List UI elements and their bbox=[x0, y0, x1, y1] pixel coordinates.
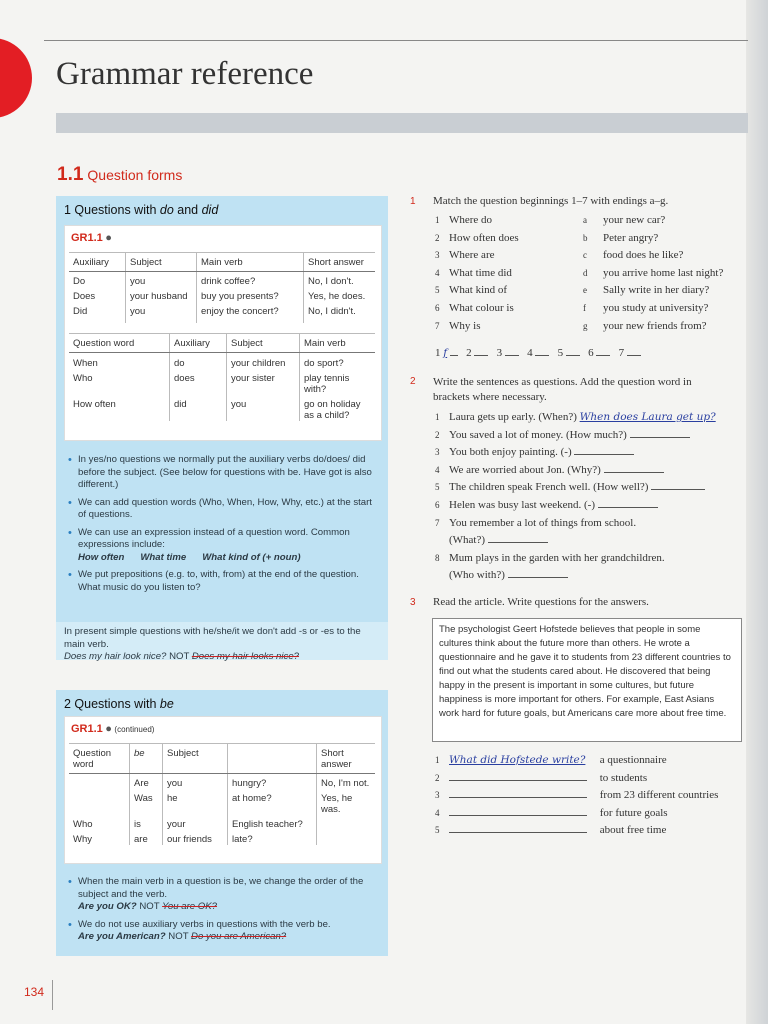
section-heading bbox=[57, 164, 182, 186]
expression-row: How often What time What kind of (+ noun) bbox=[78, 551, 301, 563]
answer-input[interactable] bbox=[598, 497, 658, 508]
list-item: 6 Helen was busy last weekend. (-) bbox=[435, 497, 745, 515]
list-item: • In yes/no questions we normally put the auxiliary verbs do/does/ did before the subject. (See below for questions with be. Have got is also different.) bbox=[70, 454, 380, 492]
top-rule bbox=[44, 40, 748, 41]
page-number-rule bbox=[52, 980, 53, 1010]
audio-icon: ⦁ bbox=[105, 232, 112, 244]
list-item: • We do not use auxiliary verbs in questions with the verb be. Are you American? NOT Do you are American? bbox=[70, 919, 380, 944]
exercise-1-beginnings bbox=[435, 212, 585, 335]
audio-icon: ⦁ bbox=[105, 723, 112, 735]
list-item: f you study at university? bbox=[583, 301, 709, 314]
answer-input[interactable] bbox=[449, 787, 587, 798]
page-edge bbox=[746, 0, 768, 1024]
list-item: • When the main verb in a question is be, we change the order of the subject and the verb. Are you OK? NOT You are OK? bbox=[70, 876, 380, 914]
list-item: c food does he like? bbox=[583, 249, 684, 262]
table-auxiliary: Auxiliary Subject Main verb Short answer Do you drink coffee? No, I don't. Does your husband buy you presents? Yes, he does. Did you enjoy the concert? No, I didn't. bbox=[69, 252, 375, 323]
red-tab-marker bbox=[0, 38, 32, 118]
gr-label: GR1.1 ⦁ (continued) bbox=[71, 723, 155, 735]
grammar-table-box bbox=[64, 225, 382, 441]
answer-input[interactable] bbox=[449, 822, 587, 833]
list-item: • We can use an expression instead of a question word. Common expressions include: How often What time What kind of (+ noun) bbox=[70, 527, 380, 565]
list-item: a your new car? bbox=[583, 214, 666, 226]
answer-input[interactable] bbox=[508, 567, 568, 578]
list-item: 7 Why is bbox=[435, 319, 481, 332]
list-item: e Sally write in her diary? bbox=[583, 284, 710, 297]
list-item: d you arrive home last night? bbox=[583, 266, 724, 279]
page-title: Grammar reference bbox=[56, 56, 314, 92]
answer-input[interactable] bbox=[488, 532, 548, 543]
answer-input[interactable]: When does Laura get up? bbox=[579, 411, 716, 423]
gr-label: GR1.1 ⦁ bbox=[71, 232, 112, 244]
list-item: 8 Mum plays in the garden with her grandchildren. bbox=[435, 551, 665, 564]
table-row: Do you drink coffee? No, I don't. bbox=[69, 272, 375, 288]
section-title: Question forms bbox=[87, 167, 183, 183]
rules-list bbox=[70, 454, 380, 599]
exercise-3-instruction: Read the article. Write questions for the answers. bbox=[433, 596, 649, 608]
panel-heading: 1 Questions with do and did bbox=[64, 203, 219, 217]
list-item: 4 for future goals bbox=[435, 806, 668, 819]
list-item: 7 You remember a lot of things from school. bbox=[435, 516, 637, 529]
list-item: 2 You saved a lot of money. (How much?) bbox=[435, 427, 745, 445]
list-item: 5 about free time bbox=[435, 824, 667, 837]
table-row: Was he at home? Yes, he was. bbox=[69, 789, 375, 815]
table-row: Does your husband buy you presents? Yes, he does. bbox=[69, 287, 375, 302]
list-item: 1 Laura gets up early. (When?) When does Laura get up? bbox=[435, 411, 716, 423]
exercise-2-number: 2 bbox=[410, 376, 416, 387]
answer-input[interactable] bbox=[449, 805, 587, 816]
table-row: How often did you go on holiday as a child? bbox=[69, 395, 375, 421]
exercise-3-number: 3 bbox=[410, 597, 416, 608]
page-number: 134 bbox=[24, 985, 45, 999]
table-row: Are you hungry? No, I'm not. bbox=[69, 774, 375, 790]
subtitle-bar bbox=[56, 113, 748, 133]
panel-heading: 2 Questions with be bbox=[64, 697, 174, 711]
list-item: 2 to students bbox=[435, 771, 648, 784]
list-item: 4 We are worried about Jon. (Why?) bbox=[435, 462, 745, 480]
table-row: Who is your English teacher? bbox=[69, 815, 375, 830]
grammar-table-box bbox=[64, 716, 382, 864]
list-item: 4 What time did bbox=[435, 266, 512, 279]
list-item: g your new friends from? bbox=[583, 319, 707, 332]
answer-input[interactable]: f bbox=[443, 347, 448, 359]
table-row: When do your children do sport? bbox=[69, 353, 375, 370]
list-item: 2 How often does bbox=[435, 231, 519, 244]
list-item: b Peter angry? bbox=[583, 231, 659, 244]
note-text: In present simple questions with he/she/it we don't add -s or -es to the main verb. Does my hair look nice? NOT Does my hair looks nice? bbox=[64, 626, 361, 662]
answer-input[interactable] bbox=[449, 770, 587, 781]
list-item: 5 What kind of bbox=[435, 284, 508, 297]
section-number: 1.1 bbox=[57, 164, 84, 185]
table-row: Why are our friends late? bbox=[69, 830, 375, 845]
exercise-1-number: 1 bbox=[410, 196, 416, 207]
table-row: Did you enjoy the concert? No, I didn't. bbox=[69, 302, 375, 323]
list-item: 5 The children speak French well. (How well?) bbox=[435, 479, 745, 497]
exercise-2-instruction: Write the sentences as questions. Add the question word in brackets where necessary. bbox=[433, 376, 692, 403]
answer-input[interactable] bbox=[630, 427, 690, 438]
answer-input[interactable]: What did Hofstede write? bbox=[449, 754, 586, 766]
exercise-3-items bbox=[435, 752, 747, 840]
list-item: (What?) bbox=[435, 532, 745, 550]
list-item: (Who with?) bbox=[435, 567, 745, 585]
list-item: • We can add question words (Who, When, How, Why, etc.) at the start of questions. bbox=[70, 497, 380, 522]
article-box: The psychologist Geert Hofstede believes that people in some cultures think about the future more than others. He wrote a questionnaire and he gave it to students from 23 different countries to find out what the students cared about. He discovered that being happy in the present is important in some cultures, but future happiness is more important for others. For example, East Asians work hard for future goals, but Americans care more about free time. bbox=[432, 618, 742, 742]
exercise-2-items bbox=[435, 409, 745, 585]
panel-questions-do-did bbox=[56, 196, 388, 622]
note-box bbox=[56, 622, 388, 660]
table-row: Who does your sister play tennis with? bbox=[69, 369, 375, 395]
answer-input[interactable] bbox=[651, 479, 705, 490]
table-be: Question word be Subject Short answer Are you hungry? No, I'm not. Was he at home? Yes, he was. Who is your English teacher? Why are our friends late? bbox=[69, 743, 375, 845]
list-item: 3 from 23 different countries bbox=[435, 789, 719, 802]
exercise-1-instruction: Match the question beginnings 1–7 with endings a–g. bbox=[433, 195, 669, 207]
list-item: 1 What did Hofstede write? a questionnaire bbox=[435, 752, 747, 770]
list-item: • We put prepositions (e.g. to, with, from) at the end of the question. What music do you listen to? bbox=[70, 569, 380, 594]
list-item: 3 Where are bbox=[435, 249, 495, 262]
exercise-1-answers: 1 f 2 3 4 5 6 7 bbox=[435, 345, 641, 359]
list-item: 1 Where do bbox=[435, 214, 493, 226]
list-item: 3 You both enjoy painting. (-) bbox=[435, 444, 745, 462]
list-item: 6 What colour is bbox=[435, 301, 514, 314]
panel-questions-be bbox=[56, 690, 388, 956]
answer-input[interactable] bbox=[604, 462, 664, 473]
exercise-1-endings bbox=[583, 212, 747, 335]
answer-input[interactable] bbox=[574, 444, 634, 455]
rules-list bbox=[70, 876, 380, 949]
table-question-word: Question word Auxiliary Subject Main verb When do your children do sport? Who does your sister play tennis with? How often did you go on holiday as a child? bbox=[69, 333, 375, 421]
